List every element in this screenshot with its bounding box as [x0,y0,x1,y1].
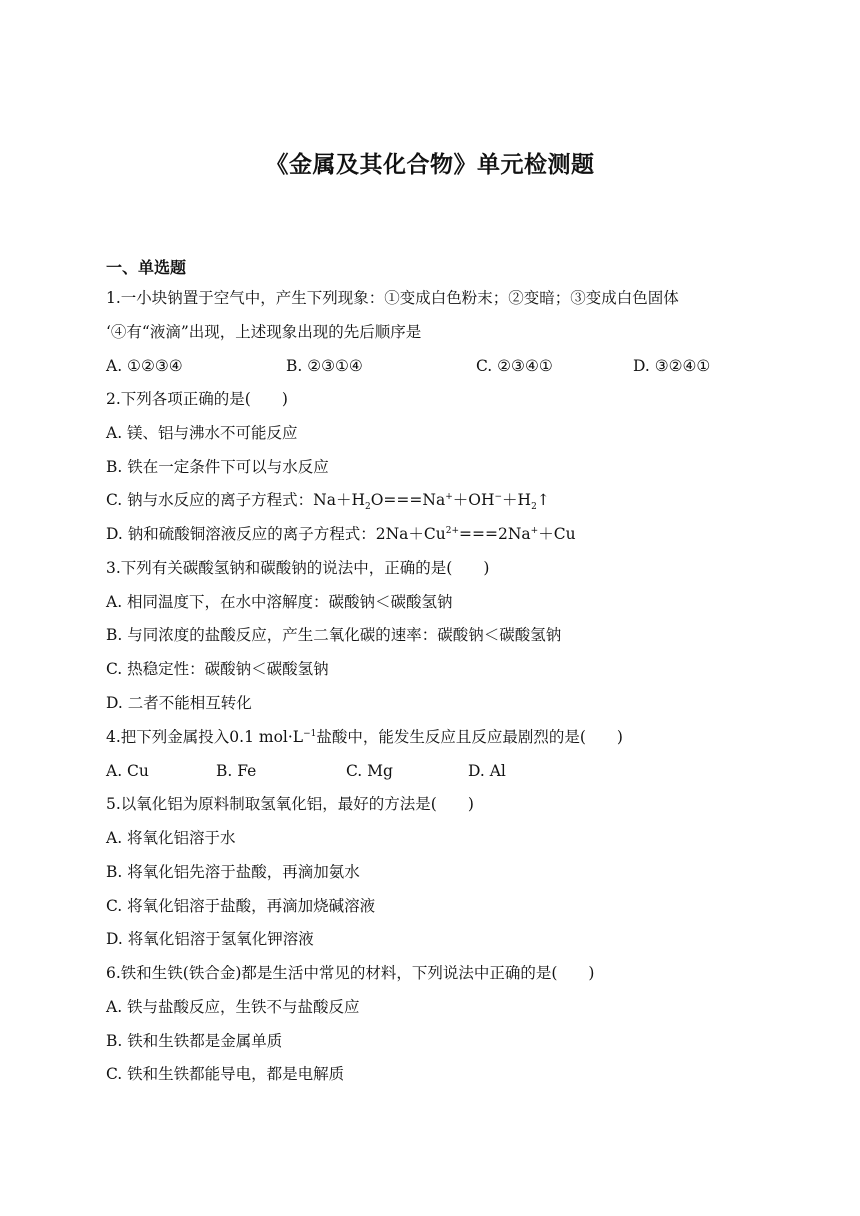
question-1-option-b: B. ②③①④ [286,357,363,375]
question-1-option-c: C. ②③④① [476,357,553,375]
document-title: 《金属及其化合物》单元检测题 [265,152,595,178]
question-4-option-b: B. Fe [216,762,257,780]
superscript: − [494,491,503,502]
gas-arrow: ↑ [536,491,550,509]
question-2-option-a: A. 镁、铝与沸水不可能反应 [106,424,298,442]
question-5-stem: 5.以氧化铝为原料制取氢氧化铝，最好的方法是( ) [106,795,474,813]
stem-text: 盐酸中，能发生反应且反应最剧烈的是( ) [316,728,623,746]
question-4-option-d: D. Al [468,762,506,780]
question-5-option-b: B. 将氧化铝先溶于盐酸，再滴加氨水 [106,863,360,881]
question-5-option-c: C. 将氧化铝溶于盐酸，再滴加烧碱溶液 [106,897,376,915]
question-5-option-d: D. 将氧化铝溶于氢氧化钾溶液 [106,930,314,948]
question-1-stem-line-2: ‘④有“液滴”出现，上述现象出现的先后顺序是 [106,323,422,341]
superscript: + [445,491,453,502]
question-2-option-c [106,490,550,513]
option-c-text: O===Na [370,491,446,509]
option-c-text: C. 钠与水反应的离子方程式：Na＋H [106,491,365,509]
stem-text: 4.把下列金属投入0.1 mol·L [106,728,304,746]
question-1-stem-line-1: 1.一小块钠置于空气中，产生下列现象：①变成白色粉末；②变暗；③变成白色固体 [106,289,679,307]
option-d-text: ===2Na [459,525,531,543]
subscript: 2 [531,502,537,513]
section-heading: 一、单选题 [106,258,187,277]
option-d-text: ＋Cu [538,525,576,543]
superscript: 2+ [445,525,460,536]
superscript: + [530,525,539,536]
question-6-stem: 6.铁和生铁(铁合金)都是生活中常见的材料，下列说法中正确的是( ) [106,964,595,982]
question-2-option-b: B. 铁在一定条件下可以与水反应 [106,458,329,476]
question-5-option-a: A. 将氧化铝溶于水 [106,829,236,847]
question-1-option-a: A. ①②③④ [106,357,183,375]
question-3-option-d: D. 二者不能相互转化 [106,694,252,712]
question-3-stem: 3.下列有关碳酸氢钠和碳酸钠的说法中，正确的是( ) [106,559,490,577]
question-6-option-a: A. 铁与盐酸反应，生铁不与盐酸反应 [106,998,360,1016]
question-6-option-b: B. 铁和生铁都是金属单质 [106,1032,283,1050]
question-4-option-c: C. Mg [346,762,393,780]
option-d-text: D. 钠和硫酸铜溶液反应的离子方程式：2Na＋Cu [106,525,446,543]
question-3-option-b: B. 与同浓度的盐酸反应，产生二氧化碳的速率：碳酸钠＜碳酸氢钠 [106,626,562,644]
question-3-option-a: A. 相同温度下，在水中溶解度：碳酸钠＜碳酸氢钠 [106,593,453,611]
subscript: 2 [364,502,371,513]
superscript: −1 [303,728,317,739]
question-2-stem: 2.下列各项正确的是( ) [106,390,288,408]
question-4-stem [106,727,623,747]
question-3-option-c: C. 热稳定性：碳酸钠＜碳酸氢钠 [106,660,329,678]
question-4-option-a: A. Cu [106,762,149,780]
question-1-option-d: D. ③②④① [633,357,711,375]
option-c-text: ＋H [502,491,532,509]
question-2-option-d [106,524,576,544]
question-6-option-c: C. 铁和生铁都能导电，都是电解质 [106,1065,345,1083]
option-c-text: ＋OH [452,491,495,509]
